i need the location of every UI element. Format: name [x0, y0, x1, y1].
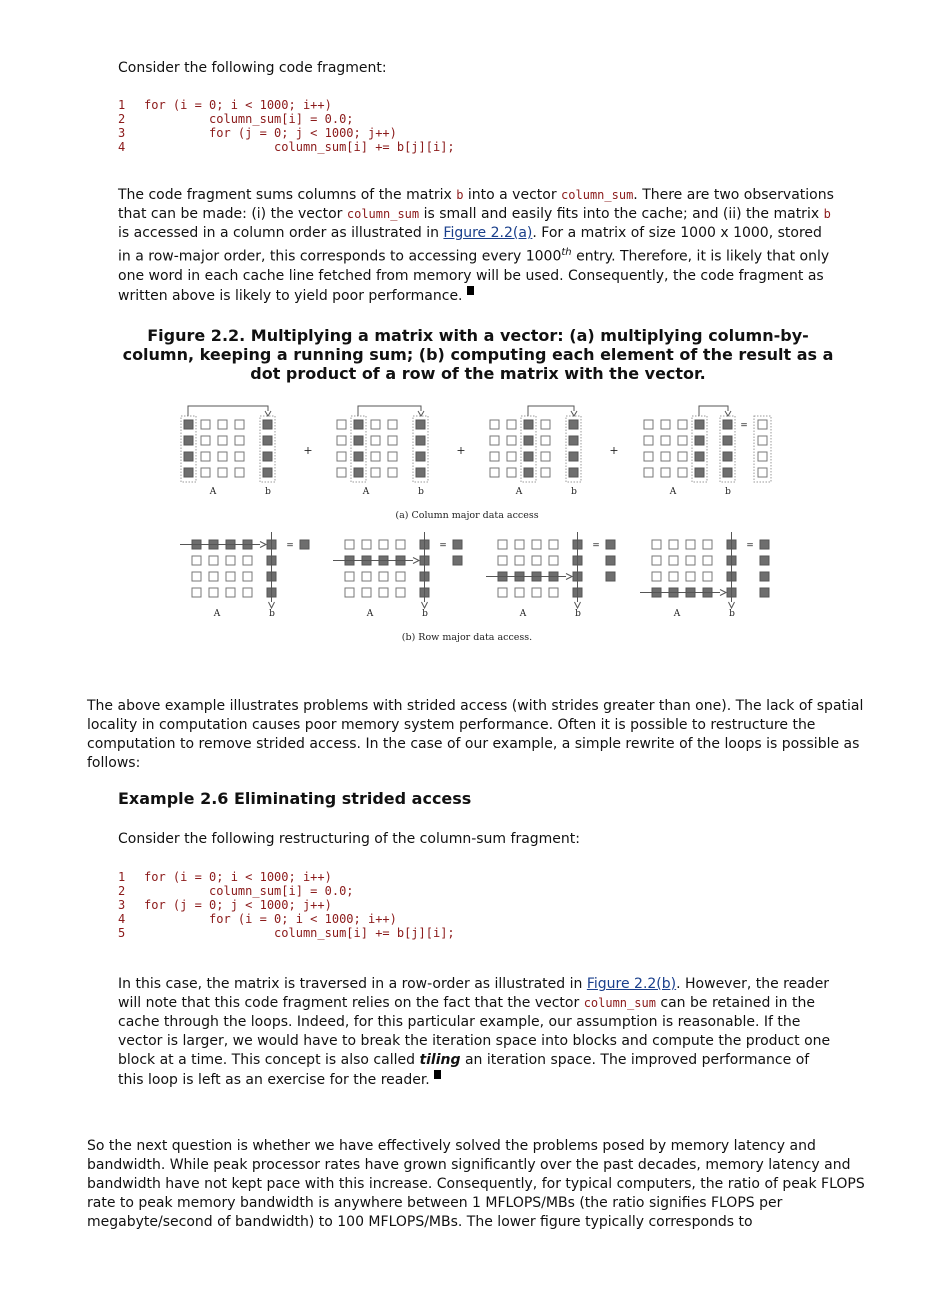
example-heading: Example 2.6 Eliminating strided access: [118, 789, 472, 808]
matrix-cell: [644, 436, 653, 445]
matrix-cell: [337, 468, 346, 477]
matrix-cell: [371, 436, 380, 445]
plus-sign: +: [303, 444, 313, 457]
access-connector: [699, 406, 728, 416]
code-line: [118, 870, 838, 884]
matrix-cell: [345, 588, 354, 597]
matrix-cell-filled: [354, 436, 363, 445]
matrix-cell: [703, 556, 712, 565]
equals-sign: =: [286, 541, 294, 551]
matrix-cell: [490, 468, 499, 477]
matrix-cell: [201, 468, 210, 477]
matrix-cell: [515, 588, 524, 597]
vector-label-b: b: [729, 609, 735, 619]
matrix-cell: [652, 556, 661, 565]
matrix-cell: [507, 468, 516, 477]
matrix-cell-filled: [453, 556, 462, 565]
matrix-cell: [661, 436, 670, 445]
matrix-cell-filled: [263, 452, 272, 461]
matrix-cell-filled: [695, 436, 704, 445]
matrix-cell-filled: [723, 452, 732, 461]
matrix-cell: [379, 540, 388, 549]
matrix-cell: [362, 572, 371, 581]
matrix-cell-filled: [569, 468, 578, 477]
arrow-head: [720, 590, 726, 596]
matrix-cell: [218, 420, 227, 429]
line-number: 4: [118, 140, 126, 154]
matrix-label-A: A: [366, 609, 374, 619]
matrix-cell: [226, 572, 235, 581]
code-text: column_sum[i] = 0.0;: [144, 884, 354, 898]
plus-sign: +: [609, 444, 619, 457]
matrix-cell: [541, 452, 550, 461]
matrix-cell: [388, 452, 397, 461]
matrix-cell: [703, 572, 712, 581]
matrix-cell: [218, 436, 227, 445]
emphasis-tiling: tiling: [419, 1052, 461, 1068]
plus-sign: +: [456, 444, 466, 457]
matrix-cell: [235, 436, 244, 445]
code-line: [118, 898, 838, 912]
end-of-example-icon: [434, 1070, 441, 1079]
matrix-cell-filled: [416, 420, 425, 429]
matrix-cell: [218, 468, 227, 477]
matrix-cell: [371, 452, 380, 461]
matrix-cell: [541, 420, 550, 429]
vector-label-b: b: [725, 487, 731, 497]
equals-sign: =: [592, 541, 600, 551]
code-text: for (i = 0; i < 1000; i++): [144, 870, 332, 884]
matrix-cell: [515, 556, 524, 565]
matrix-cell: [192, 572, 201, 581]
arrow-head: [575, 602, 581, 608]
matrix-cell-filled: [184, 436, 193, 445]
paragraph-3: In this case, the matrix is traversed in a row-order as illustrated in Figure 2.2(b). However, the reader will note that this code fragment relies on the fact that the vector column_sum can be retained in the cache through the loops. Indeed, for this particular example, our assumption is reasonable. If the vector is larger, we would have to break the iteration space into blocks and compute the product one block at a time. This concept is also called tiling an iteration space. The improved performance of this loop is left as an exercise for the reader.: [118, 976, 831, 1088]
matrix-cell: [498, 540, 507, 549]
matrix-cell: [243, 556, 252, 565]
code-text: column_sum[i] += b[j][i];: [144, 926, 455, 940]
matrix-cell-filled: [695, 420, 704, 429]
matrix-cell: [507, 452, 516, 461]
matrix-cell: [490, 436, 499, 445]
matrix-cell: [362, 588, 371, 597]
matrix-cell-filled: [354, 468, 363, 477]
matrix-cell: [758, 436, 767, 445]
matrix-cell-filled: [760, 540, 769, 549]
matrix-cell: [652, 540, 661, 549]
matrix-cell: [652, 572, 661, 581]
matrix-cell: [337, 420, 346, 429]
intro-text-2: Consider the following restructuring of the column-sum fragment:: [118, 831, 580, 847]
matrix-cell: [388, 468, 397, 477]
figure-2-2a-link[interactable]: Figure 2.2(a): [443, 225, 533, 241]
code-line: [118, 912, 838, 926]
matrix-cell: [669, 540, 678, 549]
matrix-cell: [209, 556, 218, 565]
matrix-cell: [686, 556, 695, 565]
caption-column-major: (a) Column major data access: [395, 510, 539, 521]
vector-label-b: b: [418, 487, 424, 497]
matrix-cell: [532, 540, 541, 549]
matrix-label-A: A: [673, 609, 681, 619]
matrix-cell: [549, 556, 558, 565]
matrix-cell: [337, 436, 346, 445]
matrix-cell-filled: [263, 420, 272, 429]
equals-sign: =: [439, 541, 447, 551]
matrix-cell: [379, 572, 388, 581]
code-block-2: [118, 870, 838, 940]
line-number: 1: [118, 870, 126, 884]
matrix-cell: [371, 468, 380, 477]
matrix-cell-filled: [723, 468, 732, 477]
matrix-label-A: A: [515, 487, 523, 497]
matrix-cell-filled: [524, 468, 533, 477]
matrix-cell: [758, 452, 767, 461]
figure-a-column-major: [181, 406, 771, 497]
figure-b-row-major: [180, 532, 769, 619]
matrix-cell-filled: [416, 436, 425, 445]
inline-code: column_sum: [561, 188, 634, 202]
matrix-cell-filled: [760, 588, 769, 597]
paragraph-1: The code fragment sums columns of the matrix b into a vector column_sum. There are two observations that can be made: (i) the vector column_sum is small and easily fits into the cache; and (ii) the matrix b is accessed in a column order as illustrated in Figure 2.2(a). For a matrix of size 1000 x 1000, stored in a row-major order, this corresponds to accessing every 1000th entry. Therefore, it is likely that only one word in each cache line fetched from memory will be used. Consequently, the code fragment as written above is likely to yield poor performance.: [118, 187, 834, 304]
equals-sign: =: [740, 421, 748, 431]
matrix-cell-filled: [569, 436, 578, 445]
matrix-cell-filled: [695, 468, 704, 477]
matrix-cell-filled: [184, 468, 193, 477]
arrow-head: [418, 411, 424, 416]
arrow-head: [269, 602, 275, 608]
arrow-head: [422, 602, 428, 608]
matrix-cell-filled: [760, 556, 769, 565]
matrix-cell-filled: [453, 540, 462, 549]
matrix-cell: [345, 572, 354, 581]
matrix-label-A: A: [213, 609, 221, 619]
figure-caption: Figure 2.2. Multiplying a matrix with a vector: (a) multiplying column-by-column, keeping a running sum; (b) computing each element of the result as a dot product of a row of the matrix with the vector.: [122, 326, 834, 383]
intro-text-1: Consider the following code fragment:: [118, 60, 387, 76]
matrix-cell: [243, 588, 252, 597]
matrix-cell-filled: [723, 420, 732, 429]
matrix-label-A: A: [669, 487, 677, 497]
matrix-cell: [490, 420, 499, 429]
matrix-cell: [661, 468, 670, 477]
arrow-head: [729, 602, 735, 608]
matrix-cell: [532, 588, 541, 597]
vector-label-b: b: [265, 487, 271, 497]
matrix-cell: [541, 468, 550, 477]
matrix-cell: [192, 588, 201, 597]
inline-code: b: [456, 188, 464, 202]
matrix-cell: [686, 572, 695, 581]
matrix-cell: [703, 540, 712, 549]
matrix-cell-filled: [263, 468, 272, 477]
matrix-label-A: A: [209, 487, 217, 497]
matrix-cell-filled: [354, 452, 363, 461]
equals-sign: =: [746, 541, 754, 551]
matrix-cell: [498, 556, 507, 565]
matrix-cell-filled: [723, 436, 732, 445]
matrix-cell-filled: [184, 420, 193, 429]
matrix-cell: [678, 468, 687, 477]
arrow-head: [265, 411, 271, 416]
line-number: 3: [118, 126, 126, 140]
vector-label-b: b: [571, 487, 577, 497]
code-text: for (j = 0; j < 1000; j++): [144, 898, 332, 912]
matrix-cell: [396, 540, 405, 549]
matrix-cell: [337, 452, 346, 461]
matrix-cell: [661, 452, 670, 461]
matrix-cell: [498, 588, 507, 597]
matrix-cell: [201, 436, 210, 445]
matrix-cell: [243, 572, 252, 581]
code-text: for (i = 0; i < 1000; i++): [144, 912, 397, 926]
inline-code: column_sum: [346, 207, 420, 221]
matrix-cell: [758, 420, 767, 429]
matrix-cell: [235, 420, 244, 429]
figure-2-2b-link[interactable]: Figure 2.2(b): [586, 976, 677, 992]
arrow-head: [413, 558, 419, 564]
line-number: 2: [118, 884, 126, 898]
access-connector: [188, 406, 268, 416]
matrix-cell: [396, 572, 405, 581]
matrix-cell: [388, 436, 397, 445]
code-lines: [118, 870, 838, 940]
matrix-cell: [644, 420, 653, 429]
inline-code: b: [823, 207, 831, 221]
paragraph-2: The above example illustrates problems with strided access (with strides greater than one). The lack of spatial locality in computation causes poor memory system performance. Often it is possible to restructure the computation to remove strided access. In the case of our example, a simple rewrite of the loops is possible as follows:: [87, 698, 864, 771]
arrow-head: [571, 411, 577, 416]
vector-label-b: b: [422, 609, 428, 619]
vector-label-b: b: [575, 609, 581, 619]
matrix-cell-filled: [416, 468, 425, 477]
inline-code: column_sum: [583, 996, 656, 1010]
matrix-cell-filled: [760, 572, 769, 581]
matrix-cell: [371, 420, 380, 429]
code-text: column_sum[i] = 0.0;: [144, 112, 354, 126]
matrix-cell: [678, 420, 687, 429]
matrix-cell: [532, 556, 541, 565]
line-number: 5: [118, 926, 126, 940]
line-number: 2: [118, 112, 126, 126]
matrix-cell: [507, 436, 516, 445]
matrix-cell: [549, 540, 558, 549]
code-text: column_sum[i] += b[j][i];: [144, 140, 455, 154]
matrix-cell: [192, 556, 201, 565]
matrix-cell: [507, 420, 516, 429]
matrix-cell: [758, 468, 767, 477]
matrix-cell: [235, 468, 244, 477]
matrix-cell: [541, 436, 550, 445]
matrix-cell: [209, 588, 218, 597]
matrix-cell: [201, 420, 210, 429]
matrix-cell: [235, 452, 244, 461]
matrix-cell-filled: [606, 556, 615, 565]
matrix-cell-filled: [524, 436, 533, 445]
matrix-cell-filled: [606, 540, 615, 549]
arrow-head: [566, 574, 572, 580]
arrow-head: [260, 542, 266, 548]
matrix-cell: [678, 436, 687, 445]
matrix-cell-filled: [695, 452, 704, 461]
code-text: for (j = 0; j < 1000; j++): [144, 126, 397, 140]
matrix-cell-filled: [354, 420, 363, 429]
matrix-cell-filled: [569, 452, 578, 461]
vector-label-b: b: [269, 609, 275, 619]
matrix-cell-filled: [524, 452, 533, 461]
paragraph-4: So the next question is whether we have effectively solved the problems posed by memory latency and bandwidth. While peak processor rates have grown significantly over the past decades, memory latency and bandwidth have not kept pace with this increase. Consequently, for typical computers, the ratio of peak FLOPS rate to peak memory bandwidth is anywhere between 1 MFLOPS/MBs (the ratio signifies FLOPS per megabyte/second of bandwidth) to 100 MFLOPS/MBs. The lower figure typically corresponds to: [87, 1138, 865, 1230]
code-line: [118, 926, 838, 940]
matrix-cell: [515, 540, 524, 549]
matrix-cell: [669, 556, 678, 565]
matrix-cell: [201, 452, 210, 461]
matrix-label-A: A: [362, 487, 370, 497]
matrix-cell: [226, 556, 235, 565]
matrix-cell-filled: [300, 540, 309, 549]
matrix-cell: [490, 452, 499, 461]
line-number: 1: [118, 98, 126, 112]
caption-row-major: (b) Row major data access.: [401, 632, 533, 643]
matrix-cell: [644, 452, 653, 461]
line-number: 3: [118, 898, 126, 912]
matrix-cell: [678, 452, 687, 461]
matrix-cell-filled: [263, 436, 272, 445]
matrix-cell-filled: [184, 452, 193, 461]
matrix-cell-filled: [524, 420, 533, 429]
matrix-label-A: A: [519, 609, 527, 619]
matrix-cell: [644, 468, 653, 477]
matrix-cell-filled: [606, 572, 615, 581]
matrix-cell: [345, 540, 354, 549]
matrix-cell: [686, 540, 695, 549]
code-text: for (i = 0; i < 1000; i++): [144, 98, 332, 112]
matrix-cell: [396, 588, 405, 597]
matrix-cell: [362, 540, 371, 549]
access-connector: [358, 406, 421, 416]
matrix-cell: [379, 588, 388, 597]
matrix-cell: [549, 588, 558, 597]
access-connector: [528, 406, 574, 416]
matrix-cell: [209, 572, 218, 581]
matrix-cell: [388, 420, 397, 429]
arrow-head: [725, 411, 731, 416]
matrix-cell: [218, 452, 227, 461]
matrix-cell: [226, 588, 235, 597]
matrix-cell-filled: [416, 452, 425, 461]
line-number: 4: [118, 912, 126, 926]
matrix-cell: [669, 572, 678, 581]
matrix-cell: [661, 420, 670, 429]
code-line: [118, 884, 838, 898]
matrix-cell-filled: [569, 420, 578, 429]
